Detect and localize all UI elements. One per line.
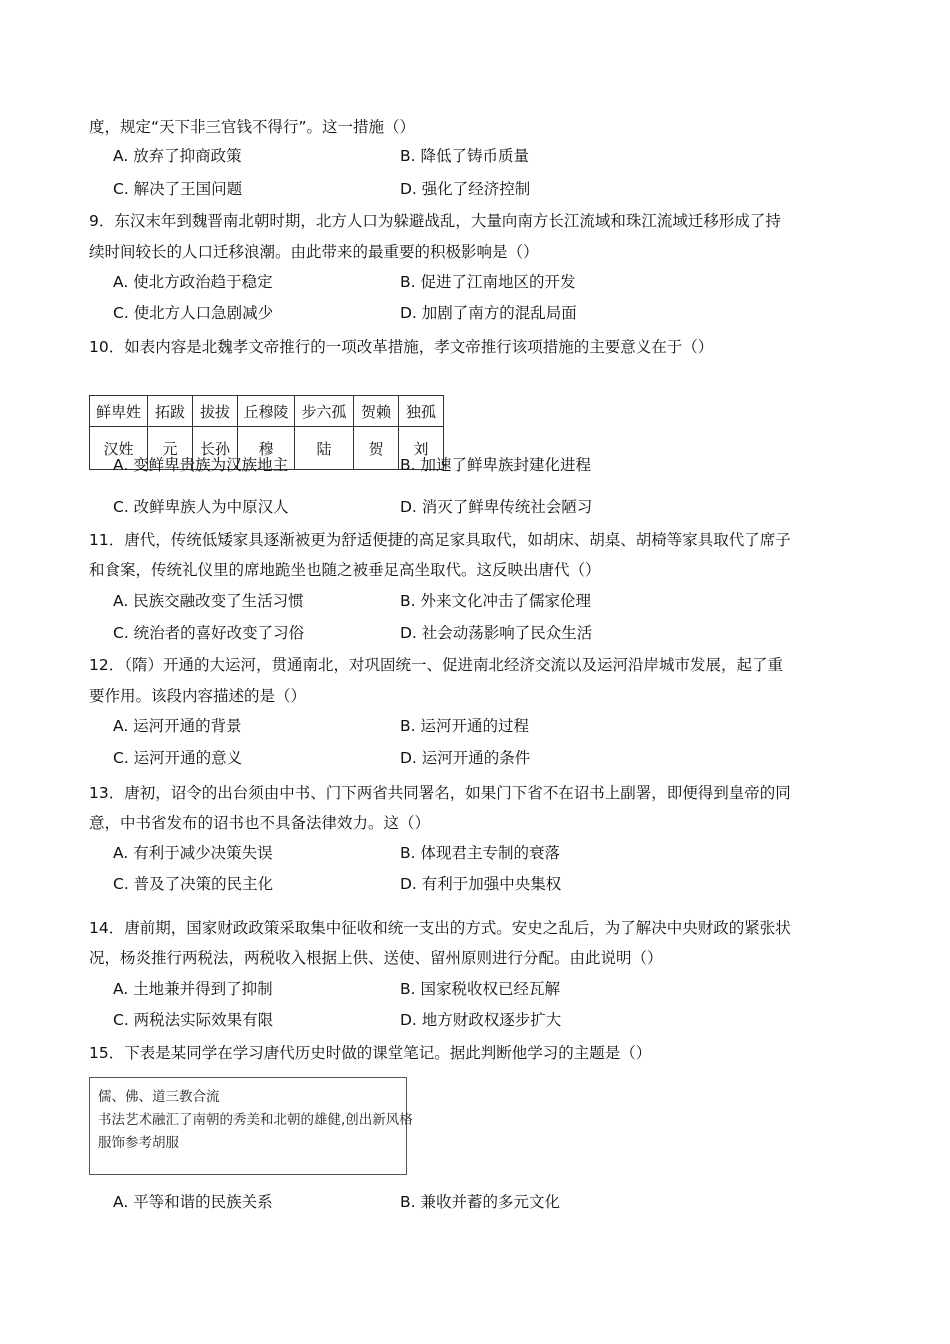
table-cell: 穆 — [238, 427, 295, 470]
table-cell: 刘 — [399, 427, 444, 470]
q10-option-a[interactable]: A. 变鲜卑贵族为汉族地主 — [113, 456, 289, 474]
notes-line: 书法艺术融汇了南朝的秀美和北朝的雄健,创出新风格 — [98, 1112, 413, 1128]
q9-option-a[interactable]: A. 使北方政治趋于稳定 — [113, 273, 273, 291]
table-cell: 元 — [148, 427, 193, 470]
table-cell: 步六孤 — [295, 396, 354, 427]
q11-option-b[interactable]: B. 外来文化冲击了儒家伦理 — [400, 592, 591, 610]
q9-option-c[interactable]: C. 使北方人口急剧减少 — [113, 304, 274, 322]
q15-option-b[interactable]: B. 兼收并蓄的多元文化 — [400, 1193, 560, 1211]
q14-stem-line1: 14．唐前期，国家财政政策采取集中征收和统一支出的方式。安史之乱后，为了解决中央财政的紧张状 — [89, 919, 791, 937]
q14-stem-line2: 况，杨炎推行两税法，两税收入根据上供、送使、留州原则进行分配。由此说明（） — [89, 949, 663, 967]
q8-stem: 度，规定“天下非三官钱不得行”。这一措施（） — [89, 118, 416, 136]
table-cell: 拔拔 — [193, 396, 238, 427]
q13-option-d[interactable]: D. 有利于加强中央集权 — [400, 875, 562, 893]
table-cell: 独孤 — [399, 396, 444, 427]
q15-stem: 15．下表是某同学在学习唐代历史时做的课堂笔记。据此判断他学习的主题是（） — [89, 1044, 652, 1062]
q13-option-c[interactable]: C. 普及了决策的民主化 — [113, 875, 274, 893]
table-cell: 拓跋 — [148, 396, 193, 427]
notes-line: 服饰参考胡服 — [98, 1135, 179, 1151]
q14-option-b[interactable]: B. 国家税收权已经瓦解 — [400, 980, 560, 998]
q10-stem: 10．如表内容是北魏孝文帝推行的一项改革措施，孝文帝推行该项措施的主要意义在于（） — [89, 338, 714, 356]
table-cell: 丘穆陵 — [238, 396, 295, 427]
table-cell: 汉姓 — [90, 427, 148, 470]
q12-option-a[interactable]: A. 运河开通的背景 — [113, 717, 242, 735]
q12-stem-line2: 要作用。该段内容描述的是（） — [89, 687, 307, 705]
class-notes-box — [89, 1077, 413, 1175]
q12-option-c[interactable]: C. 运河开通的意义 — [113, 749, 243, 767]
q9-stem-line2: 续时间较长的人口迁移浪潮。由此带来的最重要的积极影响是（） — [89, 243, 539, 261]
q11-stem-line1: 11．唐代，传统低矮家具逐渐被更为舒适便捷的高足家具取代，如胡床、胡桌、胡椅等家具取代了席子 — [89, 531, 791, 549]
q8-option-a[interactable]: A. 放弃了抑商政策 — [113, 147, 242, 165]
q13-stem-line2: 意，中书省发布的诏书也不具备法律效力。这（） — [89, 814, 431, 832]
q10-option-b[interactable]: B. 加速了鲜卑族封建化进程 — [400, 456, 591, 474]
q9-option-b[interactable]: B. 促进了江南地区的开发 — [400, 273, 576, 291]
table-cell: 贺赖 — [354, 396, 399, 427]
table-cell: 陆 — [295, 427, 354, 470]
q14-option-c[interactable]: C. 两税法实际效果有限 — [113, 1011, 274, 1029]
q14-option-a[interactable]: A. 土地兼并得到了抑制 — [113, 980, 273, 998]
notes-line: 儒、佛、道三教合流 — [98, 1089, 220, 1105]
q12-option-b[interactable]: B. 运河开通的过程 — [400, 717, 529, 735]
q11-stem-line2: 和食案，传统礼仪里的席地跪坐也随之被垂足高坐取代。这反映出唐代（） — [89, 561, 601, 579]
q11-option-a[interactable]: A. 民族交融改变了生活习惯 — [113, 592, 304, 610]
q12-option-d[interactable]: D. 运河开通的条件 — [400, 749, 531, 767]
q11-option-d[interactable]: D. 社会动荡影响了民众生活 — [400, 624, 593, 642]
q9-option-d[interactable]: D. 加剧了南方的混乱局面 — [400, 304, 577, 322]
q15-option-a[interactable]: A. 平等和谐的民族关系 — [113, 1193, 273, 1211]
q8-option-b[interactable]: B. 降低了铸币质量 — [400, 147, 529, 165]
q10-option-d[interactable]: D. 消灭了鲜卑传统社会陋习 — [400, 498, 593, 516]
q13-option-b[interactable]: B. 体现君主专制的衰落 — [400, 844, 560, 862]
table-cell: 长孙 — [193, 427, 238, 470]
q13-option-a[interactable]: A. 有利于减少决策失误 — [113, 844, 273, 862]
q14-option-d[interactable]: D. 地方财政权逐步扩大 — [400, 1011, 562, 1029]
q12-stem-line1: 12．（隋）开通的大运河，贯通南北，对巩固统一、促进南北经济交流以及运河沿岸城市发展，起了重 — [89, 656, 783, 674]
q8-option-c[interactable]: C. 解决了王国问题 — [113, 180, 243, 198]
table-cell: 贺 — [354, 427, 399, 470]
q9-stem-line1: 9．东汉末年到魏晋南北朝时期，北方人口为躲避战乱，大量向南方长江流域和珠江流域迁移形成了持 — [89, 212, 781, 230]
q10-option-c[interactable]: C. 改鲜卑族人为中原汉人 — [113, 498, 289, 516]
q11-option-c[interactable]: C. 统治者的喜好改变了习俗 — [113, 624, 305, 642]
table-cell: 鲜卑姓 — [90, 396, 148, 427]
q8-option-d[interactable]: D. 强化了经济控制 — [400, 180, 531, 198]
q13-stem-line1: 13．唐初，诏令的出台须由中书、门下两省共同署名，如果门下省不在诏书上副署，即便得到皇帝的同 — [89, 784, 791, 802]
table-row — [90, 396, 444, 427]
